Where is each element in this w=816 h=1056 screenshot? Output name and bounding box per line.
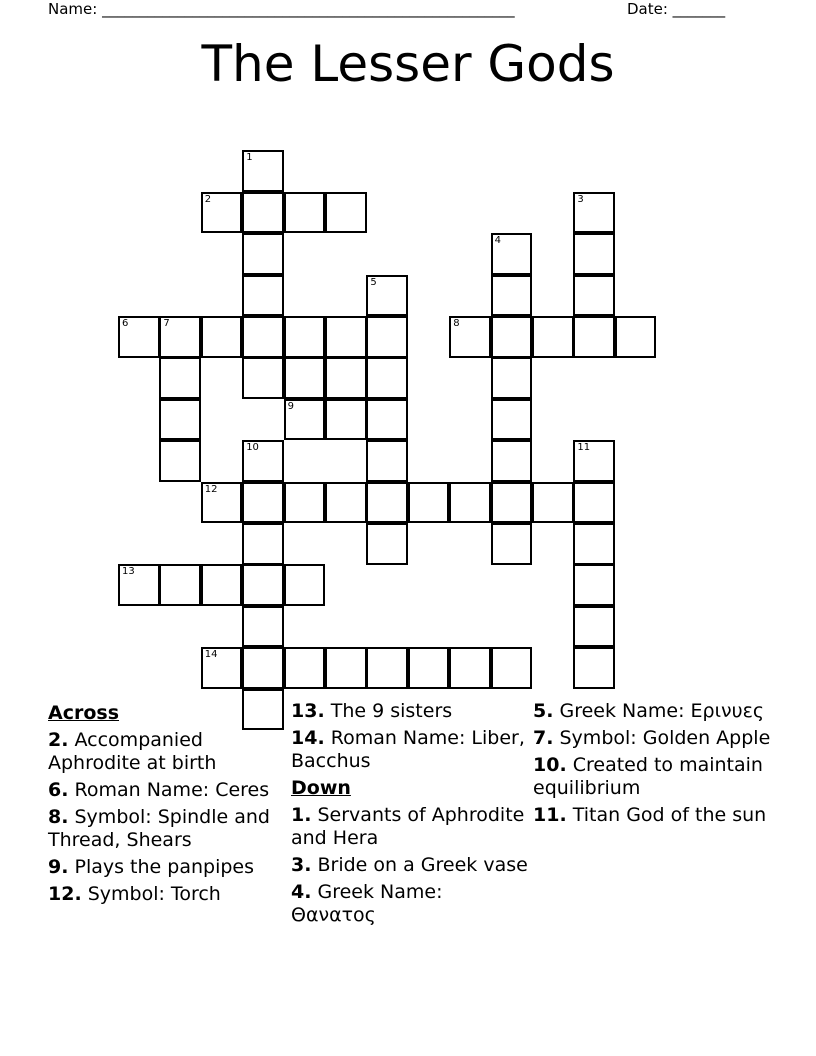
grid-cell[interactable] — [366, 482, 408, 524]
grid-cell[interactable] — [491, 316, 533, 358]
grid-cell[interactable] — [491, 275, 533, 317]
grid-cell[interactable] — [408, 482, 450, 524]
grid-cell[interactable] — [201, 316, 243, 358]
grid-cell[interactable] — [325, 482, 367, 524]
cell-number: 7 — [163, 318, 170, 329]
clue-number: 7. — [533, 727, 554, 749]
clue-number: 9. — [48, 856, 69, 878]
grid-cell[interactable] — [573, 275, 615, 317]
grid-cell[interactable] — [366, 523, 408, 565]
clue-number: 6. — [48, 779, 69, 801]
cell-number: 13 — [122, 566, 135, 578]
cell-number: 9 — [287, 400, 294, 412]
grid-cell[interactable] — [573, 523, 615, 565]
clues-column-1 — [48, 700, 288, 910]
clue-number: 14. — [291, 727, 325, 749]
grid-cell[interactable] — [573, 647, 615, 689]
grid-cell[interactable] — [366, 316, 408, 358]
clue-number: 5. — [533, 700, 554, 722]
grid-cell[interactable] — [242, 316, 284, 358]
cell-number: 4 — [494, 235, 501, 247]
clue-across-2 — [48, 729, 288, 775]
grid-cell[interactable] — [491, 647, 533, 689]
clue-number: 8. — [48, 806, 69, 828]
grid-cell[interactable] — [573, 564, 615, 606]
grid-cell[interactable] — [159, 357, 201, 399]
grid-cell[interactable] — [449, 316, 491, 358]
grid-cell[interactable] — [325, 316, 367, 358]
grid-cell[interactable] — [366, 647, 408, 689]
cell-number: 3 — [577, 193, 584, 205]
clue-across-9 — [48, 856, 288, 879]
grid-cell[interactable] — [284, 192, 326, 234]
grid-cell[interactable] — [491, 440, 533, 482]
grid-cell[interactable] — [242, 647, 284, 689]
clue-down-5 — [533, 700, 773, 723]
grid-cell[interactable] — [491, 357, 533, 399]
clue-number: 10. — [533, 754, 567, 776]
grid-cell[interactable] — [491, 233, 533, 275]
grid-cell[interactable] — [615, 316, 657, 358]
grid-cell[interactable] — [366, 399, 408, 441]
clue-down-7 — [533, 727, 773, 750]
clue-down-3 — [291, 854, 531, 877]
clue-text: Plays the panpipes — [74, 856, 255, 878]
cell-number: 14 — [204, 649, 218, 661]
grid-cell[interactable] — [242, 523, 284, 565]
grid-cell[interactable] — [242, 233, 284, 275]
grid-cell[interactable] — [159, 440, 201, 482]
clue-text: Bride on a Greek vase — [317, 854, 528, 876]
cell-number: 10 — [246, 442, 259, 454]
grid-cell[interactable] — [573, 606, 615, 648]
clue-text: Servants of Aphrodite and Hera — [291, 804, 525, 849]
grid-cell[interactable] — [573, 440, 615, 482]
grid-cell[interactable] — [242, 440, 284, 482]
grid-cell[interactable] — [325, 399, 367, 441]
clue-text: Titan God of the sun — [572, 804, 767, 826]
grid-cell[interactable] — [532, 316, 574, 358]
grid-cell[interactable] — [491, 399, 533, 441]
grid-cell[interactable] — [366, 357, 408, 399]
grid-cell[interactable] — [242, 150, 284, 192]
cell-number: 11 — [577, 442, 591, 454]
grid-cell[interactable] — [201, 647, 243, 689]
clues-column-2 — [291, 700, 531, 931]
clue-text: The 9 sisters — [330, 700, 453, 722]
clue-number: 13. — [291, 700, 325, 722]
grid-cell[interactable] — [242, 606, 284, 648]
clue-across-12 — [48, 883, 288, 906]
grid-cell[interactable] — [242, 275, 284, 317]
clue-text: Created to maintain equilibrium — [533, 754, 763, 799]
grid-cell[interactable] — [118, 564, 160, 606]
grid-cell[interactable] — [449, 647, 491, 689]
clue-text: Greek Name: Θανατος — [291, 881, 443, 926]
cell-number: 2 — [204, 193, 212, 205]
clue-number: 11. — [533, 804, 567, 826]
grid-cell[interactable] — [242, 192, 284, 234]
across-heading: Across — [48, 702, 120, 724]
page-title: The Lesser Gods — [201, 35, 615, 93]
clue-across-14 — [291, 727, 531, 773]
clue-down-4 — [291, 881, 531, 927]
clue-text: Greek Name: Ερινυες — [559, 700, 765, 722]
grid-cell[interactable] — [366, 440, 408, 482]
grid-cell[interactable] — [284, 316, 326, 358]
cell-number: 8 — [453, 318, 460, 329]
clue-number: 1. — [291, 804, 312, 826]
clues-column-3 — [533, 700, 773, 831]
clue-down-11 — [533, 804, 773, 827]
cell-number: 6 — [122, 318, 129, 329]
grid-cell[interactable] — [201, 192, 243, 234]
clue-across-8 — [48, 806, 288, 852]
cell-number: 5 — [370, 276, 377, 288]
grid-cell[interactable] — [325, 647, 367, 689]
grid-cell[interactable] — [491, 523, 533, 565]
grid-cell[interactable] — [284, 564, 326, 606]
grid-cell[interactable] — [408, 647, 450, 689]
grid-cell[interactable] — [201, 482, 243, 524]
clue-down-10 — [533, 754, 773, 800]
clue-across-6 — [48, 779, 288, 802]
clue-text: Symbol: Torch — [87, 883, 221, 905]
grid-cell[interactable] — [573, 192, 615, 234]
down-heading: Down — [291, 777, 351, 799]
grid-cell[interactable] — [118, 316, 160, 358]
grid-cell[interactable] — [159, 399, 201, 441]
grid-cell[interactable] — [532, 482, 574, 524]
clue-text: Roman Name: Ceres — [74, 779, 270, 801]
clue-across-13 — [291, 700, 531, 723]
clue-text: Symbol: Golden Apple — [559, 727, 771, 749]
clue-text: Accompanied Aphrodite at birth — [48, 729, 217, 774]
clue-number: 2. — [48, 729, 69, 751]
clue-number: 4. — [291, 881, 312, 903]
grid-cell[interactable] — [159, 316, 201, 358]
date-field-line: Date: _______ — [627, 0, 726, 18]
grid-cell[interactable] — [284, 399, 326, 441]
grid-cell[interactable] — [573, 482, 615, 524]
clue-text: Symbol: Spindle and Thread, Shears — [48, 806, 270, 851]
grid-cell[interactable] — [325, 192, 367, 234]
grid-cell[interactable] — [201, 564, 243, 606]
cell-number: 12 — [204, 483, 218, 495]
clue-text: Roman Name: Liber, Bacchus — [291, 727, 525, 772]
grid-cell[interactable] — [284, 647, 326, 689]
grid-cell[interactable] — [242, 482, 284, 524]
grid-cell[interactable] — [242, 564, 284, 606]
cell-number: 1 — [246, 152, 253, 164]
clue-number: 3. — [291, 854, 312, 876]
name-field-line: Name: _______________________________________________________ — [48, 0, 515, 18]
grid-cell[interactable] — [284, 482, 326, 524]
grid-cell[interactable] — [366, 275, 408, 317]
grid-cell[interactable] — [573, 233, 615, 275]
grid-cell[interactable] — [449, 482, 491, 524]
grid-cell[interactable] — [573, 316, 615, 358]
grid-cell[interactable] — [159, 564, 201, 606]
clue-down-1 — [291, 804, 531, 850]
grid-cell[interactable] — [491, 482, 533, 524]
grid-cell[interactable] — [242, 357, 284, 399]
clue-number: 12. — [48, 883, 82, 905]
grid-cell[interactable] — [284, 357, 326, 399]
grid-cell[interactable] — [325, 357, 367, 399]
